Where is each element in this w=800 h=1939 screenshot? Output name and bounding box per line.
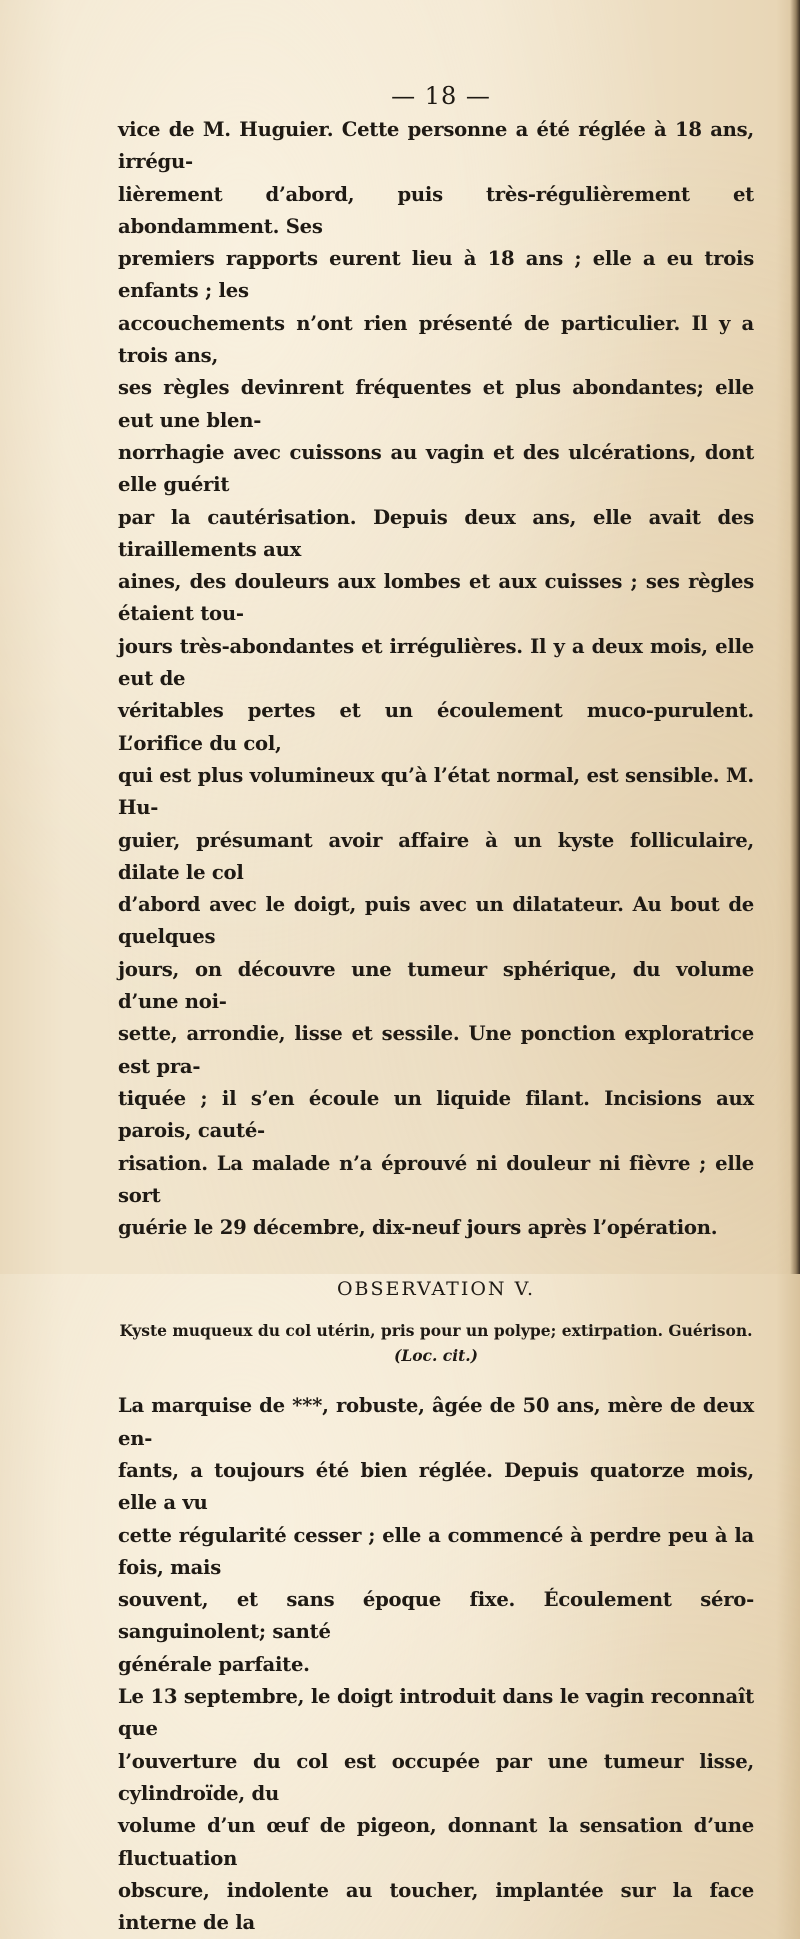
text-line: Le 13 septembre, le doigt introduit dans le vagin reconnaît que [118,1685,754,1741]
text-line: jours très-abondantes et irrégulières. Il y a deux mois, elle eut de [118,634,754,691]
text-line: sette, arrondie, lisse et sessile. Une ponction exploratrice est pra- [118,1022,754,1078]
text-line: souvent, et sans époque fixe. Écoulement séro-sanguinolent; santé [118,1588,754,1644]
text-line: premiers rapports eurent lieu à 18 ans ; elle a eu trois enfants ; les [118,247,754,303]
text-line: par la cautérisation. Depuis deux ans, elle avait des tiraillements aux [118,505,754,561]
text-line: La marquise de ***, robuste, âgée de 50 ans, mère de deux en- [118,1394,754,1450]
page-number: — 18 — [391,82,491,110]
text-line: aines, des douleurs aux lombes et aux cuisses ; ses règles étaient tou- [118,570,754,626]
text-line: jours, on découvre une tumeur sphérique, du volume d’une noi- [118,957,754,1014]
observation-subtitle: Kyste muqueux du col utérin, pris pour un polype; extirpation. Guérison. [119,1321,753,1341]
text-line: cette régularité cesser ; elle a commencé à perdre peu à la fois, mais [118,1523,754,1579]
paragraph-1 [118,114,754,1244]
text-line: accouchements n’ont rien présenté de particulier. Il y a trois ans, [118,311,754,368]
text-line: volume d’un œuf de pigeon, donnant la sensation d’une fluctuation [118,1814,754,1870]
text-line: obscure, indolente au toucher, implantée sur la face interne de la [118,1878,754,1935]
text-line: norrhagie avec cuissons au vagin et des ulcérations, dont elle guérit [118,440,754,497]
text-line: guérie le 29 décembre, dix-neuf jours après l’opération. [118,1216,718,1240]
observation-title: OBSERVATION V. [336,1278,536,1301]
text-line: d’abord avec le doigt, puis avec un dilatateur. Au bout de quelques [118,893,754,949]
book-page [118,78,754,1939]
text-line: l’ouverture du col est occupée par une tumeur lisse, cylindroïde, du [118,1749,754,1805]
text-line: véritables pertes et un écoulement muco-purulent. L’orifice du col, [118,699,754,755]
observation-reference: (Loc. cit.) [393,1346,479,1366]
paragraph-3 [118,1681,754,1939]
text-line: guier, présumant avoir affaire à un kyste folliculaire, dilate le col [118,828,754,884]
page-edge-shadow [790,0,800,1274]
text-line: ses règles devinrent fréquentes et plus abondantes; elle eut une blen- [118,376,754,432]
paragraph-2 [118,1390,754,1681]
text-line: fants, a toujours été bien réglée. Depuis quatorze mois, elle a vu [118,1458,754,1515]
text-line: tiquée ; il s’en écoule un liquide filant. Incisions aux parois, cauté- [118,1086,754,1143]
text-line: générale parfaite. [118,1652,310,1676]
text-line: vice de M. Huguier. Cette personne a été réglée à 18 ans, irrégu- [118,118,754,174]
text-line: qui est plus volumineux qu’à l’état normal, est sensible. M. Hu- [118,763,754,820]
text-line: risation. La malade n’a éprouvé ni douleur ni fièvre ; elle sort [118,1151,754,1207]
text-line: lièrement d’abord, puis très-régulièrement et abondamment. Ses [118,182,754,238]
